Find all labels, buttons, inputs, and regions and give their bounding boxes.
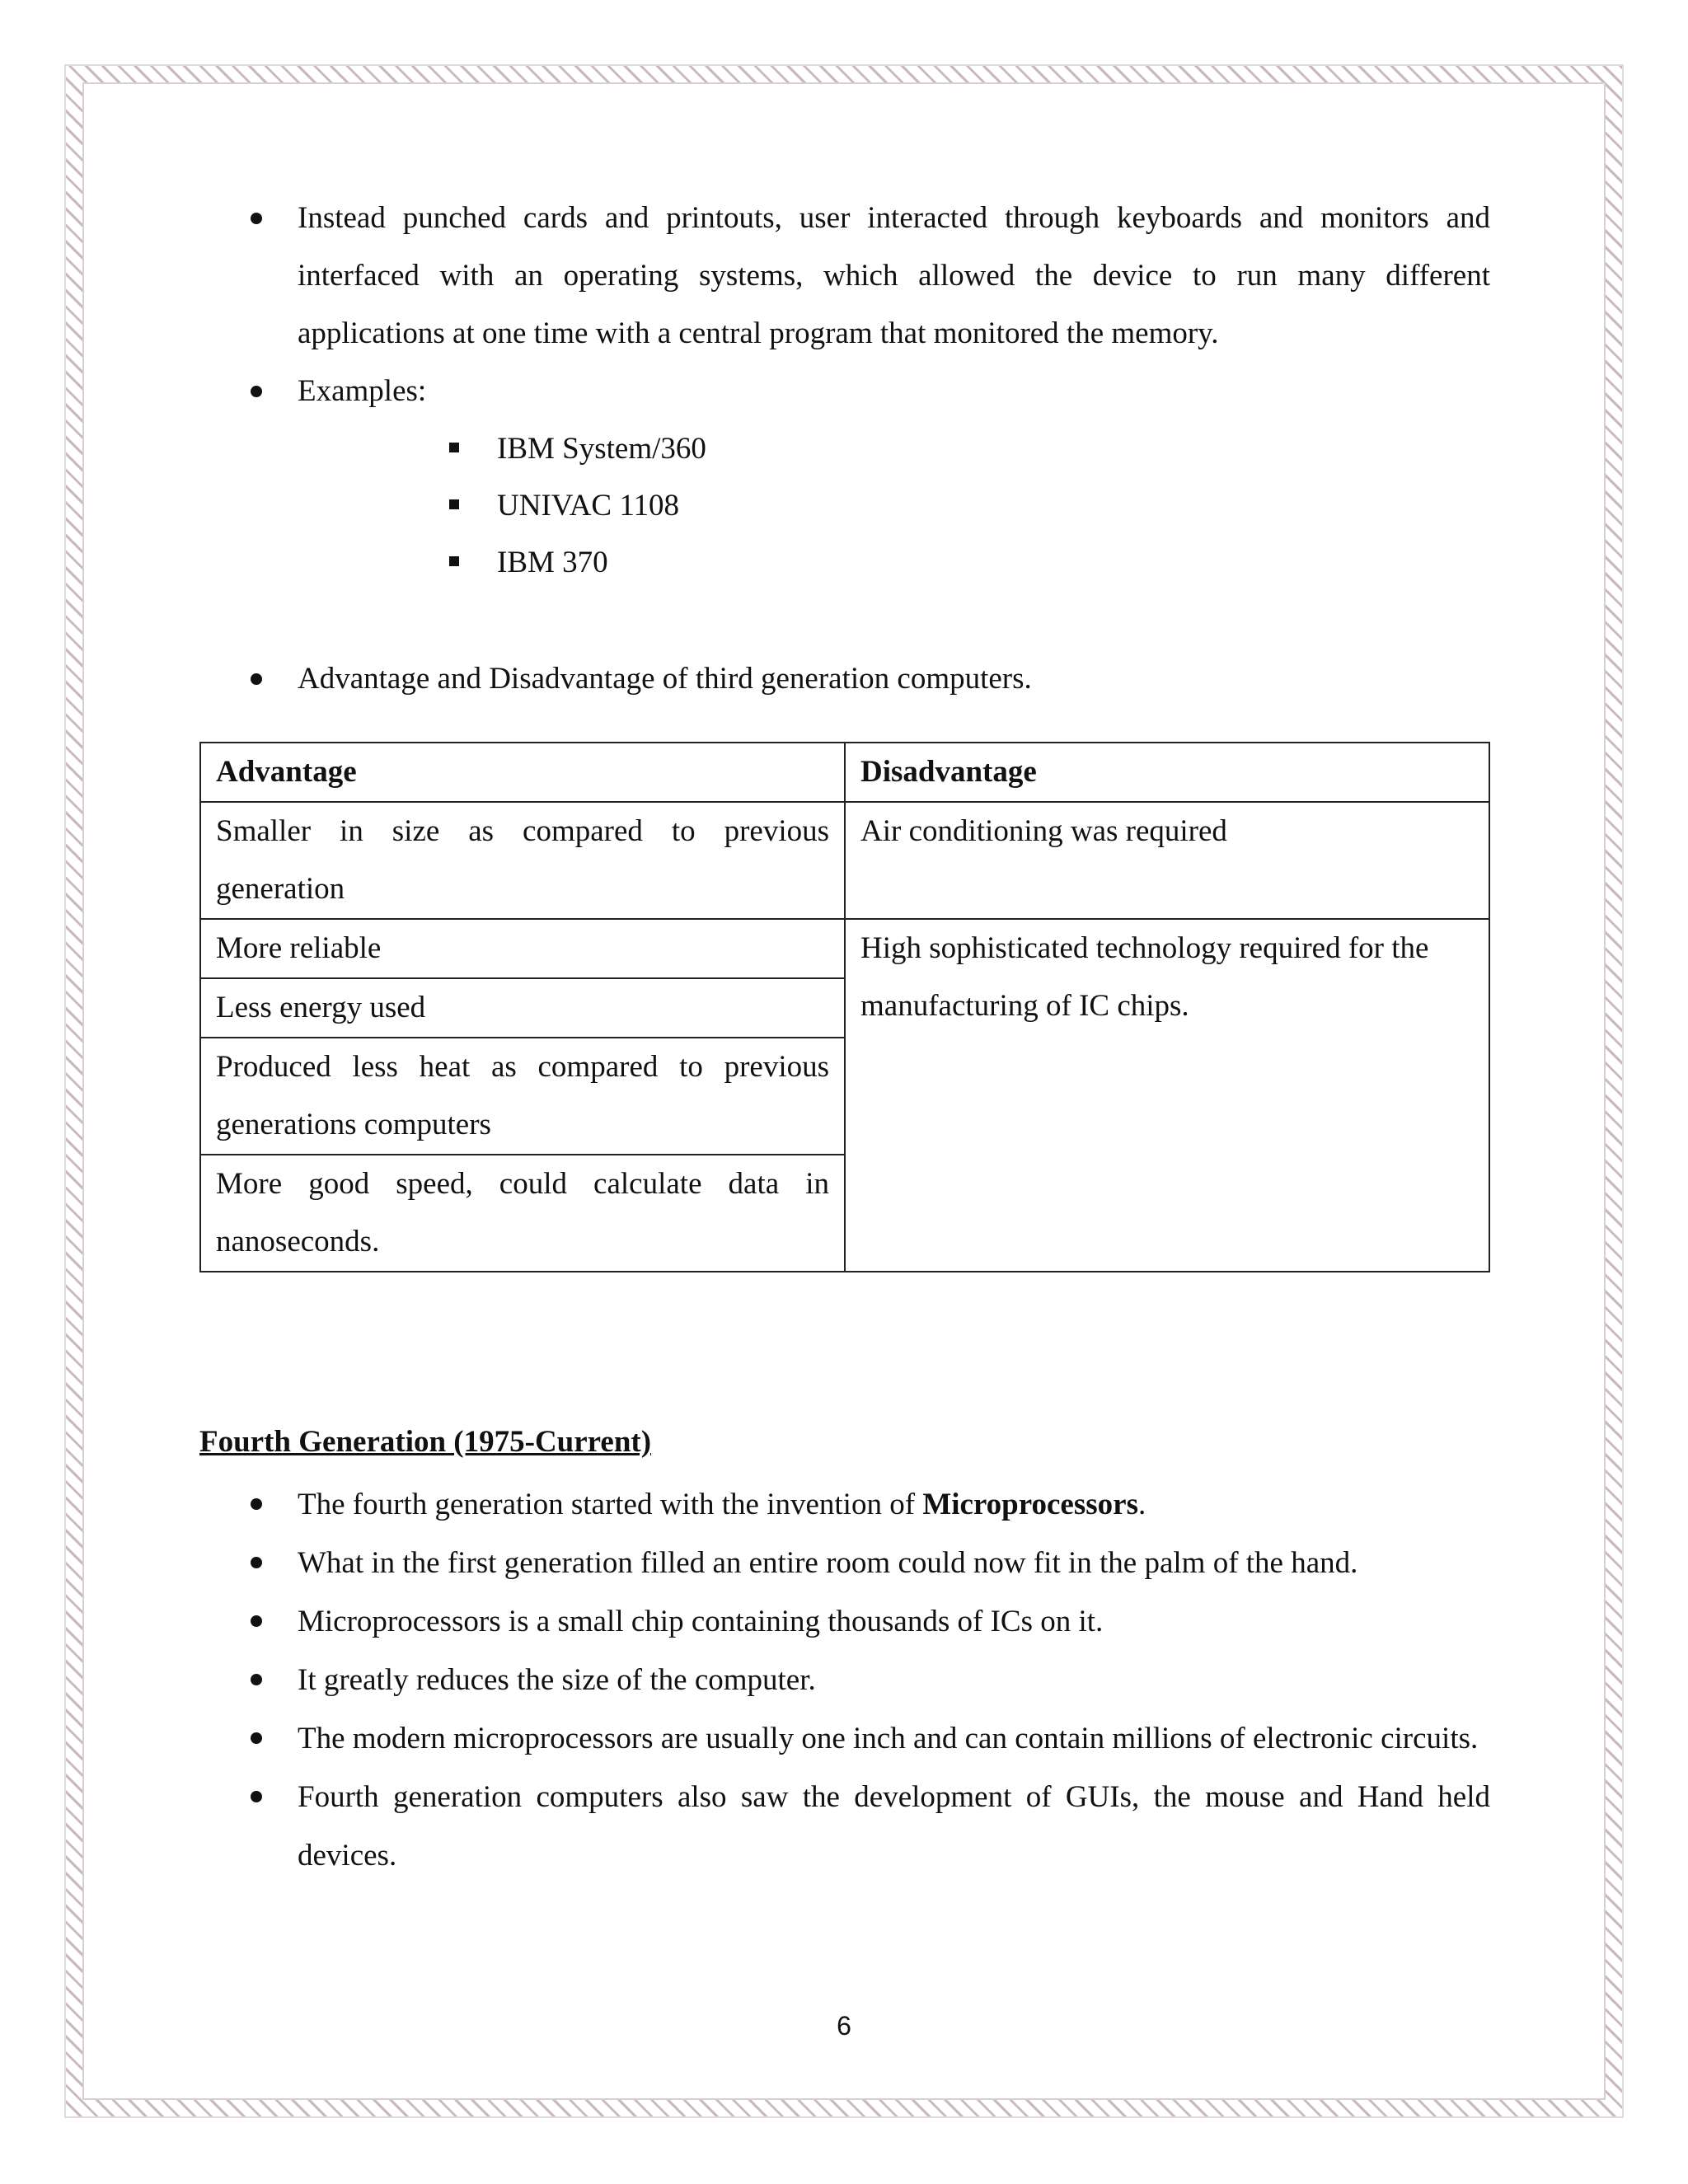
- fourth-generation-section: [199, 1475, 1490, 1885]
- page-number: 6: [837, 2011, 851, 2041]
- bullet-item: Fourth generation computers also saw the development of GUIs, the mouse and Hand held devices.: [199, 1768, 1490, 1885]
- third-generation-section: [199, 190, 1490, 708]
- disadvantage-cell: Air conditioning was required: [845, 802, 1489, 919]
- table-header-advantage: Advantage: [200, 743, 845, 802]
- bullet-list: [199, 650, 1490, 708]
- bullet-item: The modern microprocessors are usually one inch and can contain millions of electronic circuits.: [199, 1709, 1490, 1768]
- table-header-disadvantage: Disadvantage: [845, 743, 1489, 802]
- bullet-item: Microprocessors is a small chip containing thousands of ICs on it.: [199, 1592, 1490, 1651]
- bullet-item: Instead punched cards and printouts, user interacted through keyboards and monitors and interfaced with an operating systems, which allowed the device to run many different applications at one time with a central program that monitored the memory.: [199, 190, 1490, 363]
- example-item: IBM System/360: [199, 420, 1490, 477]
- example-item: UNIVAC 1108: [199, 477, 1490, 534]
- bullet-item: Examples:: [199, 363, 1490, 420]
- bold-term: Microprocessors: [922, 1488, 1138, 1521]
- bullet-item: Advantage and Disadvantage of third generation computers.: [199, 650, 1490, 708]
- examples-list: [199, 420, 1490, 591]
- advantage-cell: Smaller in size as compared to previous generation: [200, 802, 845, 919]
- bullet-item: It greatly reduces the size of the computer.: [199, 1651, 1490, 1709]
- bullet-text: .: [1137, 1488, 1146, 1521]
- bullet-text: The fourth generation started with the invention of: [298, 1488, 923, 1521]
- advantage-disadvantage-table: [199, 742, 1490, 1272]
- advantage-cell: More good speed, could calculate data in nanoseconds.: [200, 1155, 845, 1272]
- advantage-cell: Produced less heat as compared to previous generations computers: [200, 1038, 845, 1155]
- example-item: IBM 370: [199, 534, 1490, 591]
- section-heading: Fourth Generation (1975-Current): [199, 1425, 652, 1459]
- advantage-cell: Less energy used: [200, 978, 845, 1038]
- disadvantage-cell: High sophisticated technology required for the manufacturing of IC chips.: [845, 919, 1489, 1272]
- bullet-item: What in the first generation filled an entire room could now fit in the palm of the hand.: [199, 1534, 1490, 1592]
- advantage-cell: More reliable: [200, 919, 845, 978]
- bullet-list: [199, 190, 1490, 420]
- bullet-list: [199, 1475, 1490, 1885]
- bullet-item: [199, 1475, 1490, 1534]
